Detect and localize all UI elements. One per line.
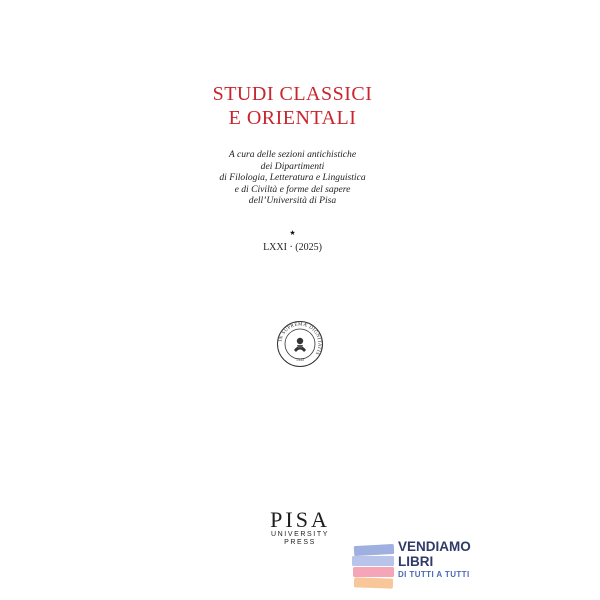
title-line-2: E ORIENTALI xyxy=(228,107,357,129)
publisher-logo xyxy=(250,509,350,547)
star-separator: ★ xyxy=(289,229,296,237)
publisher-word: PISA xyxy=(270,507,330,532)
watermark-text xyxy=(398,539,471,581)
volume-number: LXXI · (2025) xyxy=(263,242,322,253)
watermark-line-2: LIBRI xyxy=(398,554,434,569)
subtitle-line-2: dei Dipartimenti xyxy=(260,160,325,172)
university-seal-icon xyxy=(276,320,324,368)
seal-year: 1343 xyxy=(296,357,304,362)
subtitle-line-4: e di Civiltà e forme del sapere xyxy=(234,183,351,195)
watermark-line-3: DI TUTTI A TUTTI xyxy=(398,570,470,579)
cover-title xyxy=(0,82,585,130)
book-stack-icon xyxy=(352,541,396,591)
publisher-line-2: PRESS xyxy=(284,539,316,546)
vendiamo-libri-watermark xyxy=(352,535,492,595)
subtitle-line-3: di Filologia, Letteratura e Linguistica xyxy=(219,172,366,184)
publisher-line-1: UNIVERSITY xyxy=(270,531,329,538)
subtitle-line-5: dell’Università di Pisa xyxy=(248,195,337,207)
seal-motto: IN SUPREMÆ DIGNITATIS xyxy=(278,322,322,356)
cover-subtitle xyxy=(0,149,585,207)
title-line-1: STUDI CLASSICI xyxy=(212,83,373,105)
subtitle-line-1: A cura delle sezioni antichistiche xyxy=(228,149,357,160)
watermark-line-1: VENDIAMO xyxy=(398,539,471,554)
